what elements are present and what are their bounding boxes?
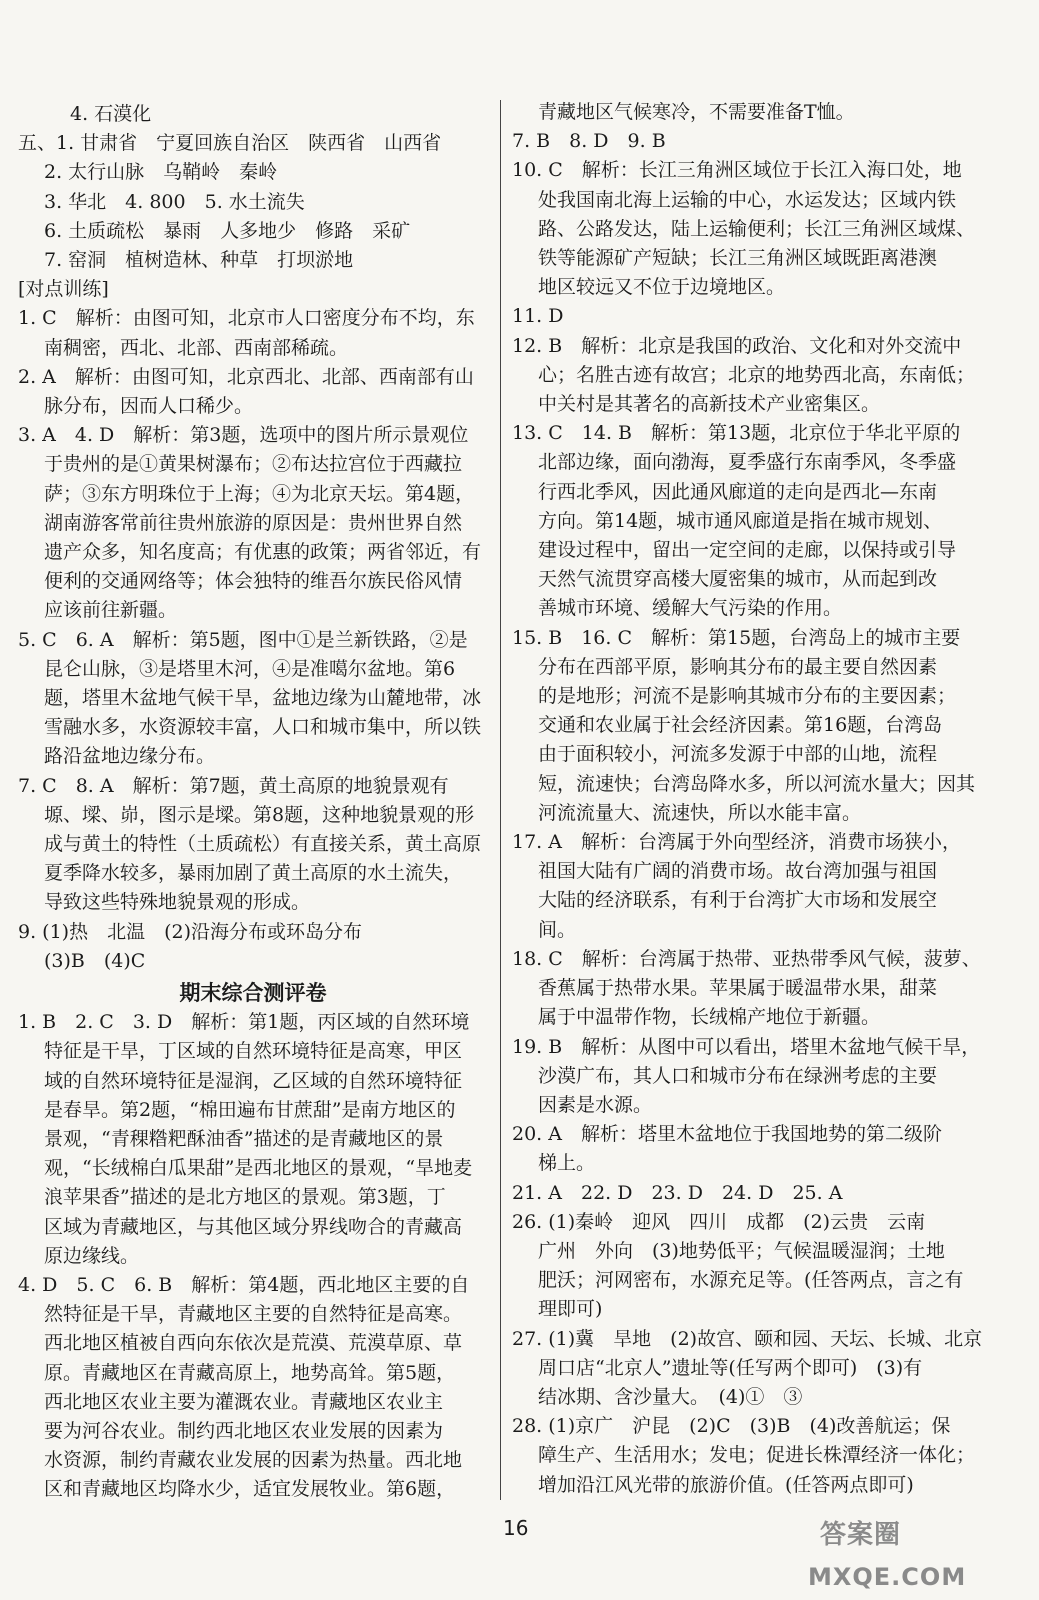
text-line: 南稠密，西北、北部、西南部稀疏。 bbox=[44, 336, 349, 359]
text-line: 17. A 解析：台湾属于外向型经济，消费市场狭小， bbox=[512, 831, 961, 854]
answer-block bbox=[512, 1208, 1012, 1325]
right-column bbox=[512, 98, 1012, 1500]
text-line: 20. A 解析：塔里木盆地位于我国地势的第二级阶 bbox=[512, 1123, 942, 1146]
text-line: 7. B 8. D 9. B bbox=[512, 130, 666, 153]
text-line: 21. A 22. D 23. D 24. D 25. A bbox=[512, 1181, 843, 1204]
text-line: 增加沿江风光带的旅游价值。(任答两点即可) bbox=[538, 1473, 914, 1496]
text-line: 铁等能源矿产短缺；长江三角洲区域既距离港澳 bbox=[538, 247, 938, 270]
text-line: 成与黄土的特性（土质疏松）有直接关系，黄土高原 bbox=[44, 833, 482, 856]
text-line: 间。 bbox=[538, 918, 577, 941]
text-line: 结冰期、含沙量大。 (4)① ③ bbox=[538, 1385, 803, 1408]
text-line: 2. 太行山脉 乌鞘岭 秦岭 bbox=[44, 161, 278, 184]
text-line: 题，塔里木盆地气候干旱，盆地边缘为山麓地带，冰 bbox=[44, 687, 482, 710]
text-line: 18. C 解析：台湾属于热带、亚热带季风气候，菠萝、 bbox=[512, 947, 981, 970]
text-line: 是春旱。第2题，“棉田遍布甘蔗甜”是南方地区的 bbox=[44, 1098, 456, 1121]
text-line: 肥沃；河网密布，水源充足等。(任答两点，言之有 bbox=[538, 1269, 964, 1292]
text-line: 因素是水源。 bbox=[538, 1093, 653, 1116]
text-line: 脉分布，因而人口稀少。 bbox=[44, 395, 254, 418]
text-line: [对点训练] bbox=[18, 278, 109, 301]
text-line: 天然气流贯穿高楼大厦密集的城市，从而起到改 bbox=[538, 568, 938, 591]
answer-block bbox=[512, 98, 1012, 127]
section-title bbox=[18, 978, 488, 1008]
text-line: 4. 石漠化 bbox=[70, 103, 152, 125]
text-line: 地区较远又不位于边境地区。 bbox=[538, 276, 786, 299]
text-line: 广州 外向 (3)地势低平；气候温暖湿润；土地 bbox=[538, 1239, 945, 1262]
text-line: 5. C 6. A 解析：第5题，图中①是兰新铁路，②是 bbox=[18, 628, 468, 651]
text-line: 梯上。 bbox=[538, 1152, 596, 1175]
text-line: 属于中温带作物，长绒棉产地位于新疆。 bbox=[538, 1006, 881, 1029]
answer-block bbox=[512, 156, 1012, 302]
text-line: 3. 华北 4. 800 5. 水土流失 bbox=[44, 190, 305, 213]
text-line: 周口店“北京人”遗址等(任写两个即可) (3)有 bbox=[538, 1356, 923, 1379]
text-line: 3. A 4. D 解析：第3题，选项中的图片所示景观位 bbox=[18, 424, 469, 447]
text-line: 西北地区农业主要为灌溉农业。青藏地区农业主 bbox=[44, 1390, 444, 1413]
answer-block bbox=[18, 772, 488, 918]
text-line: 2. A 解析：由图可知，北京西北、北部、西南部有山 bbox=[18, 365, 474, 388]
text-line: 于贵州的是①黄果树瀑布；②布达拉宫位于西藏拉 bbox=[44, 453, 463, 476]
text-line: 障生产、生活用水；发电；促进长株潭经济一体化； bbox=[538, 1444, 976, 1467]
answer-block bbox=[18, 626, 488, 772]
text-line: 的是地形；河流不是影响其城市分布的主要因素； bbox=[538, 685, 957, 708]
answer-block bbox=[512, 1033, 1012, 1121]
text-line: 北部边缘，面向渤海，夏季盛行东南季风，冬季盛 bbox=[538, 451, 957, 474]
answer-block bbox=[512, 624, 1012, 828]
text-line: 西北地区植被自西向东依次是荒漠、荒漠草原、草 bbox=[44, 1332, 463, 1355]
text-line: 方向。第14题，城市通风廊道是指在城市规划、 bbox=[538, 509, 943, 532]
answer-block bbox=[512, 419, 1012, 623]
text-line: 路沿盆地边缘分布。 bbox=[44, 745, 216, 768]
text-line: 10. C 解析：长江三角洲区域位于长江入海口处，地 bbox=[512, 159, 962, 182]
text-line: 处我国南北海上运输的中心，水运发达；区域内铁 bbox=[538, 188, 957, 211]
text-line: 祖国大陆有广阔的消费市场。故台湾加强与祖国 bbox=[538, 860, 938, 883]
text-line: 河流流量大、流速快，所以水能丰富。 bbox=[538, 801, 862, 824]
answer-block bbox=[512, 302, 1012, 331]
text-line: 观，“长绒棉白瓜果甜”是西北地区的景观，“旱地麦 bbox=[44, 1157, 473, 1180]
text-line: (3)B (4)C bbox=[44, 949, 146, 972]
text-line: 行西北季风，因此通风廊道的走向是西北—东南 bbox=[538, 480, 938, 503]
text-line: 1. B 2. C 3. D 解析：第1题，丙区域的自然环境 bbox=[18, 1011, 470, 1034]
text-line: 中关村是其著名的高新技术产业密集区。 bbox=[538, 393, 881, 416]
text-line: 短，流速快；台湾岛降水多，所以河流水量大；因其 bbox=[538, 772, 976, 795]
text-line: 景观，“青稞糌粑酥油香”描述的是青藏地区的景 bbox=[44, 1127, 444, 1150]
watermark-line2: MXQE.COM bbox=[808, 1563, 967, 1591]
watermark-logo bbox=[800, 1505, 1028, 1595]
text-line: 香蕉属于热带水果。苹果属于暖温带水果，甜菜 bbox=[538, 977, 938, 1000]
watermark-line1: 答案圈 bbox=[820, 1520, 902, 1550]
text-line: 大陆的经济联系，有利于台湾扩大市场和发展空 bbox=[538, 889, 938, 912]
answer-block bbox=[18, 363, 488, 421]
text-line: 夏季降水较多，暴雨加剧了黄土高原的水土流失， bbox=[44, 862, 463, 885]
text-line: 15. B 16. C 解析：第15题，台湾岛上的城市主要 bbox=[512, 626, 961, 649]
text-line: 特征是干旱，丁区域的自然环境特征是高寒，甲区 bbox=[44, 1040, 463, 1063]
answer-block bbox=[18, 1008, 488, 1271]
answer-block bbox=[18, 918, 488, 976]
answer-block bbox=[512, 127, 1012, 156]
text-line: 心；名胜古迹有故宫；北京的地势西北高，东南低； bbox=[538, 363, 976, 386]
text-line: 12. B 解析：北京是我国的政治、文化和对外交流中 bbox=[512, 334, 962, 357]
answer-block bbox=[512, 828, 1012, 945]
text-line: 塬、墚、峁，图示是墚。第8题，这种地貌景观的形 bbox=[44, 803, 475, 826]
text-line: 湖南游客常前往贵州旅游的原因是：贵州世界自然 bbox=[44, 511, 463, 534]
text-line: 7. 窑洞 植树造林、种草 打坝淤地 bbox=[44, 249, 354, 272]
answer-block bbox=[512, 1412, 1012, 1500]
answer-block bbox=[512, 1179, 1012, 1208]
answer-block bbox=[18, 275, 488, 304]
text-line: 水资源，制约青藏农业发展的因素为热量。西北地 bbox=[44, 1449, 463, 1472]
text-line: 沙漠广布，其人口和城市分布在绿洲考虑的主要 bbox=[538, 1064, 938, 1087]
text-line: 区域为青藏地区，与其他区域分界线吻合的青藏高 bbox=[44, 1215, 463, 1238]
text-line: 遗产众多，知名度高；有优惠的政策；两省邻近，有 bbox=[44, 541, 482, 564]
text-line: 28. (1)京广 沪昆 (2)C (3)B (4)改善航运；保 bbox=[512, 1415, 951, 1438]
text-line: 路、公路发达，陆上运输便利；长江三角洲区域煤、 bbox=[538, 217, 976, 240]
text-line: 然特征是干旱，青藏地区主要的自然特征是高寒。 bbox=[44, 1303, 463, 1326]
text-line: 昆仑山脉，③是塔里木河，④是准噶尔盆地。第6 bbox=[44, 657, 456, 680]
text-line: 27. (1)冀 旱地 (2)故宫、颐和园、天坛、长城、北京 bbox=[512, 1327, 983, 1350]
text-line: 要为河谷农业。制约西北地区农业发展的因素为 bbox=[44, 1419, 444, 1442]
text-line: 13. C 14. B 解析：第13题，北京位于华北平原的 bbox=[512, 422, 961, 445]
text-line: 便利的交通网络等；体会独特的维吾尔族民俗风情 bbox=[44, 570, 463, 593]
answer-block bbox=[512, 332, 1012, 420]
text-line: 善城市环境、缓解大气污染的作用。 bbox=[538, 597, 843, 620]
text-line: 建设过程中，留出一定空间的走廊，以保持或引导 bbox=[538, 539, 957, 562]
text-line: 雪融水多，水资源较丰富，人口和城市集中，所以铁 bbox=[44, 716, 482, 739]
text-line: 期末综合测评卷 bbox=[179, 981, 327, 1006]
text-line: 理即可) bbox=[538, 1298, 603, 1321]
text-line: 9. (1)热 北温 (2)沿海分布或环岛分布 bbox=[18, 920, 362, 943]
text-line: 由于面积较小，河流多发源于中部的山地，流程 bbox=[538, 743, 938, 766]
text-line: 区和青藏地区均降水少，适宜发展牧业。第6题， bbox=[44, 1478, 456, 1501]
answer-block bbox=[512, 1325, 1012, 1413]
text-line: 6. 土质疏松 暴雨 人多地少 修路 采矿 bbox=[44, 219, 411, 242]
text-line: 7. C 8. A 解析：第7题，黄土高原的地貌景观有 bbox=[18, 774, 449, 797]
text-line: 原。青藏地区在青藏高原上，地势高耸。第5题， bbox=[44, 1361, 456, 1384]
text-line: 26. (1)秦岭 迎风 四川 成都 (2)云贵 云南 bbox=[512, 1210, 926, 1233]
text-line: 导致这些特殊地貌景观的形成。 bbox=[44, 891, 311, 914]
answer-block bbox=[512, 1120, 1012, 1178]
text-line: 萨；③东方明珠位于上海；④为北京天坛。第4题， bbox=[44, 482, 475, 505]
answer-block bbox=[18, 421, 488, 625]
answer-block bbox=[18, 129, 488, 275]
text-line: 4. D 5. C 6. B 解析：第4题，西北地区主要的自 bbox=[18, 1273, 470, 1296]
text-line: 11. D bbox=[512, 305, 564, 328]
answer-block bbox=[18, 304, 488, 362]
text-line: 分布在西部平原，影响其分布的最主要自然因素 bbox=[538, 655, 938, 678]
text-line: 青藏地区气候寒冷，不需要准备T恤。 bbox=[538, 101, 855, 123]
text-line: 浪苹果香”描述的是北方地区的景观。第3题，丁 bbox=[44, 1186, 446, 1209]
left-column bbox=[18, 100, 488, 1505]
text-line: 应该前往新疆。 bbox=[44, 599, 178, 622]
text-line: 1. C 解析：由图可知，北京市人口密度分布不均，东 bbox=[18, 307, 475, 330]
text-line: 五、1. 甘肃省 宁夏回族自治区 陕西省 山西省 bbox=[18, 132, 442, 155]
text-line: 交通和农业属于社会经济因素。第16题，台湾岛 bbox=[538, 714, 943, 737]
page-number: 16 bbox=[503, 1516, 529, 1540]
text-line: 域的自然环境特征是湿润，乙区域的自然环境特征 bbox=[44, 1069, 463, 1092]
text-line: 原边缘线。 bbox=[44, 1244, 140, 1267]
answer-block bbox=[18, 1271, 488, 1505]
answer-block bbox=[18, 100, 488, 129]
text-line: 19. B 解析：从图中可以看出，塔里木盆地气候干旱， bbox=[512, 1035, 981, 1058]
column-divider bbox=[500, 100, 501, 1500]
answer-block bbox=[512, 945, 1012, 1033]
